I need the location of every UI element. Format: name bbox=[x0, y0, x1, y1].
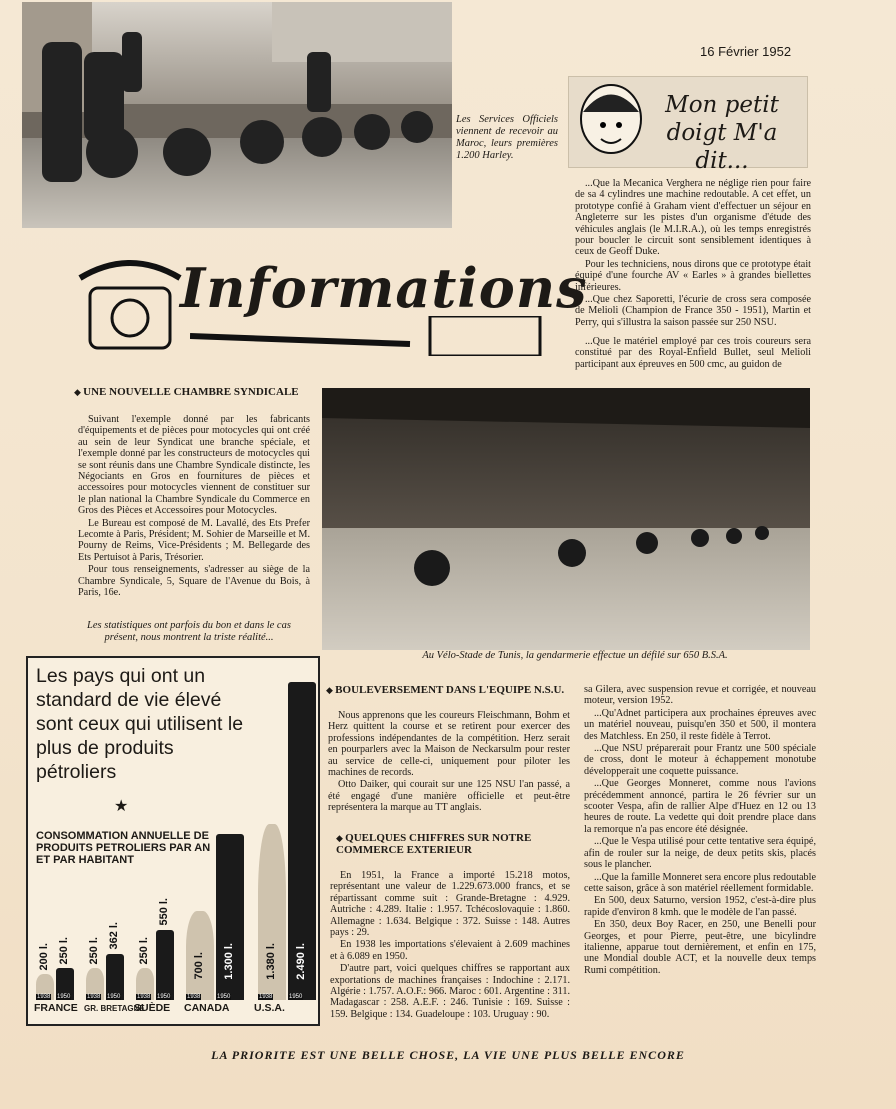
article-chiffres: En 1951, la France a importé 15.218 motos, représentant une valeur de 1.229.673.000 francs, et se répartissant comme suit : Grande-Bretagne : 4.929. Autriche : 4.289. Italie : 1.957. Tchécoslovaquie : 1.860. Allemagne : 1.634. Belgique : 372. Suisse : 148. Autres pays : 29. En 1938 les importations s'élevaient à 2.609 machines et à 6.089 en 1950. D'autre part, voici quelques chiffres se rapportant aux exportations de machines françaises : Indochine : 2.171. Algérie : 1.757. A.O.F.: 966. Maroc : 601. Argentine : 311. Madagascar : 258. A.E.F. : 246. Tunisie : 169. Suisse : 159. Belgique : 134. Guadeloupe : 103. Uruguay : 90. bbox=[330, 870, 570, 1020]
chart-subtitle: CONSOMMATION ANNUELLE DE PRODUITS PETROLIERS PAR AN ET PAR HABITANT bbox=[36, 830, 211, 866]
bar-label-1950: 2.490 l. bbox=[295, 943, 307, 980]
pen-and-papers-icon bbox=[190, 316, 550, 356]
footer-slogan: LA PRIORITE EST UNE BELLE CHOSE, LA VIE UNE PLUS BELLE ENCORE bbox=[211, 1048, 685, 1062]
chart-slogan: Les pays qui ont un standard de vie élevé sont ceux qui utilisent le plus de produits pétroliers bbox=[36, 665, 244, 783]
telephone-icon bbox=[70, 248, 190, 358]
column-text-2: ...Que le matériel employé par ces trois coureurs sera constitué par des Royal-Enfield Bullet, seul Melioli participant aux épreuves en 500 cmc, au guidon de bbox=[575, 336, 811, 370]
headline-nsu: ◆ BOULEVERSEMENT DANS L'EQUIPE N.S.U. bbox=[326, 684, 566, 696]
harley-photo bbox=[22, 2, 452, 228]
section-title bbox=[70, 248, 588, 368]
stadium-caption: Au Vélo-Stade de Tunis, la gendarmerie effectue un défilé sur 650 B.S.A. bbox=[422, 650, 728, 661]
bar-1950 bbox=[156, 930, 174, 1000]
bar-label-1950: 362 l. bbox=[108, 922, 120, 950]
bar-label-1938: 1.380 l. bbox=[265, 943, 277, 980]
country-usa: U.S.A. bbox=[254, 1002, 285, 1014]
year-label: 1950 bbox=[107, 994, 121, 1000]
headline-chiffres: ◆ QUELQUES CHIFFRES SUR NOTRE COMMERCE EXTERIEUR bbox=[336, 832, 568, 856]
country-grande-bretagne: GR. BRETAGNE bbox=[84, 1004, 145, 1013]
petrol-bars bbox=[28, 670, 318, 1000]
year-label: 1950 bbox=[157, 994, 171, 1000]
year-label: 1938 bbox=[137, 994, 151, 1000]
star-icon: ★ bbox=[114, 798, 129, 815]
year-label: 1950 bbox=[289, 994, 303, 1000]
year-label: 1938 bbox=[259, 994, 273, 1000]
year-label: 1938 bbox=[87, 994, 101, 1000]
bar-label-1950: 250 l. bbox=[58, 936, 70, 965]
bar-label-1950: 1.300 l. bbox=[223, 943, 235, 980]
headline-chambre: ◆ UNE NOUVELLE CHAMBRE SYNDICALE bbox=[74, 386, 304, 398]
country-france: FRANCE bbox=[34, 1002, 78, 1014]
date-line: 16 Février 1952 bbox=[700, 44, 792, 59]
column-text-3: sa Gilera, avec suspension revue et corrigée, et nouveau moteur, version 1952. ...Qu'Adnet participera aux prochaines épreuves avec un matériel nouveau, puisqu'en 350 et 500, il montera des Matchless. En 250, il reste fidèle à Terrot. ...Que NSU préparerait pour Frantz une 500 spéciale de cross, dont le moteur à échappement monotube développerait une coquette puissance. ...Que Georges Monneret, comme nous l'avions précédemment annoncé, partira le 26 février sur un scooter Vespa, afin de rallier Alpe d'Huez en 12 ou 13 heures de route. La vedette qui doit prendre place dans la remorque n'a pas encore été désignée. ...Que le Vespa utilisé pour cette tentative sera équipé, afin de rouler sur la neige, de deux petits skis, placés sous le plancher. ...Que la famille Monneret sera encore plus redoutable cette saison, grâce à son matériel réellement formidable. En 500, deux Saturno, version 1952, c'est-à-dire plus rapide d'environ 8 kmh. que le modèle de l'an passé. En 350, deux Boy Racer, en 250, une Benelli pour Georges, et pour Pierre, peut-être, une bicylindre italienne, apparue tout dernièrement, et enfin en 175, une Mondial double ACT, et la nouvelle deux temps Rumi compétition. bbox=[584, 684, 816, 976]
year-label: 1938 bbox=[37, 994, 51, 1000]
year-label: 1950 bbox=[217, 994, 231, 1000]
stats-caption: Les statistiques ont parfois du bon et dans le cas présent, nous montrent la triste réalité... bbox=[87, 620, 291, 643]
harley-caption: Les Services Officiels viennent de recevoir au Maroc, leurs premières 1.200 Harley. bbox=[456, 114, 558, 161]
column-title: Mon petit doigt M'a dit... bbox=[665, 92, 779, 174]
informations-title: Informations bbox=[180, 256, 588, 320]
article-chambre: Suivant l'exemple donné par les fabricants d'équipements et de pièces pour motocycles qui ont créé au sein de leur Syndicat une branche spéciale, et l'exemple donné par les constructeurs de motocycles qui se sont réunis dans une Chambre Syndicale distincte, les Négociants en Gros en fournitures de pièces et accessoires pour motocycles viennent de constituer sur le plan national la Chambre Syndicale du Commerce en Gros des Pièces et Accessoires pour Motocycles. Le Bureau est composé de M. Lavallé, des Ets Prefer Lecomte à Paris, Président; M. Sohier de Marseille et M. Pourny de Reims, Vice-Présidents ; M. Bellegarde des Ets Pertuisot à Paris, Trésorier. Pour tous renseignements, s'adresser au siège de la Chambre Syndicale, 5, Square de l'Avenue du Bois, à Paris, 16e. bbox=[78, 414, 310, 599]
column-text-1: ...Que la Mecanica Verghera ne néglige rien pour faire de sa 4 cylindres une machine redoutable. A cet effet, un prototype confié à Graham vient d'effectuer un séjour en Angleterre sur les pistes d'un organisme d'étude des véhicules anglais (le M.I.R.A.), où les temps enregistrés pour boucler le circuit sont sensiblement identiques à ceux de Geoff Duke. Pour les techniciens, nous dirons que ce prototype était équipé d'une fourche AV « Earles » à grandes biellettes inférieures. ...Que chez Saporetti, l'écurie de cross sera composée de Melioli (Champion de France 350 - 1951), Martin et Perry, qui s'illustra la saison passée sur 250 NSU. bbox=[575, 178, 811, 328]
country-canada: CANADA bbox=[184, 1002, 230, 1014]
year-label: 1938 bbox=[187, 994, 201, 1000]
bar-label-1938: 200 l. bbox=[38, 942, 50, 971]
stadium-photo bbox=[322, 388, 810, 650]
article-nsu: Nous apprenons que les coureurs Fleischmann, Bohm et Herz quittent la course et se retirent pour exercer des professions indépendantes de la compétition. Herz serait en pourparlers avec la Maison de Neckarsulm pour rester au service de celle-ci, uniquement pour piloter les machines de records. Otto Daiker, qui courait sur une 125 NSU l'an passé, a été engagé d'une manière officielle et peut-être représentera la marque au TT anglais. bbox=[328, 710, 570, 814]
bar-label-1938: 250 l. bbox=[88, 936, 100, 965]
bar-label-1938: 700 l. bbox=[193, 952, 205, 980]
bar-label-1950: 550 l. bbox=[158, 898, 170, 926]
bar-label-1938: 250 l. bbox=[138, 936, 150, 965]
country-suede: SUÈDE bbox=[134, 1002, 171, 1014]
column-header bbox=[568, 76, 808, 174]
year-label: 1950 bbox=[57, 994, 71, 1000]
